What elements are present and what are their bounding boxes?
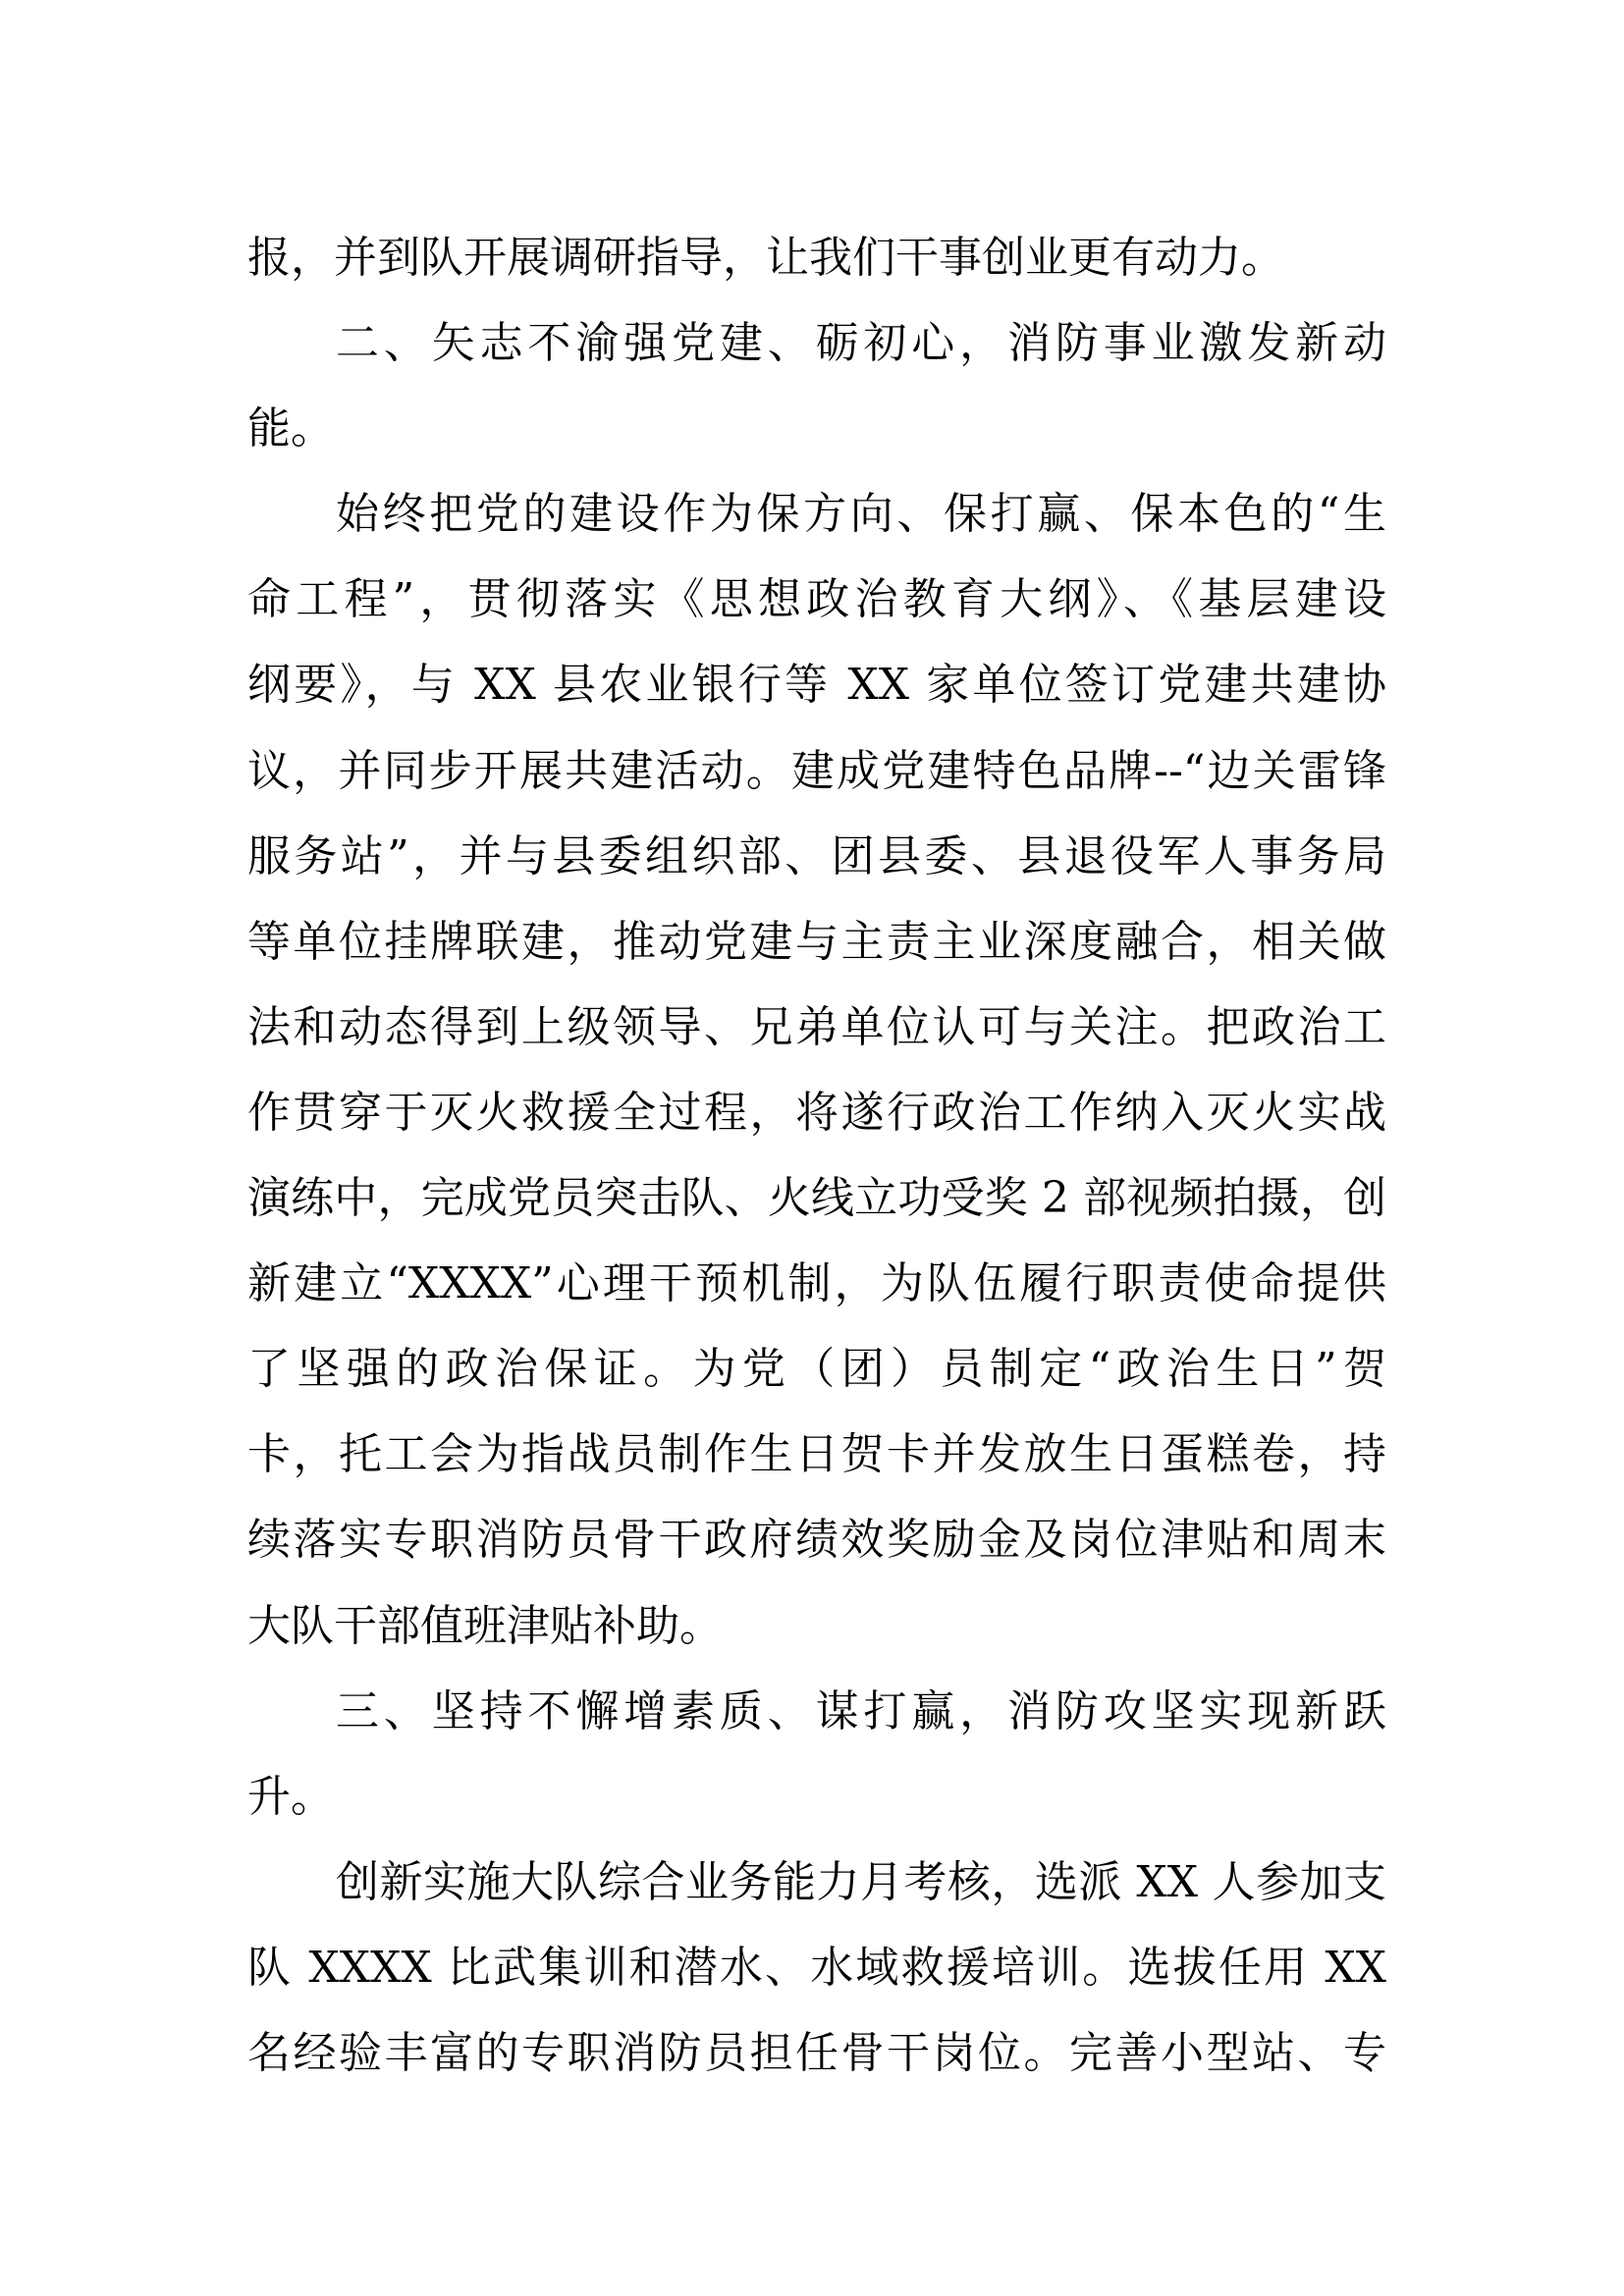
paragraph-first-line: 二、矢志不渝强党建、砺初心，消防事业激发新动	[336, 318, 1386, 369]
text-line: 了坚强的政治保证。为党（团）员制定“政治生日”贺	[247, 1344, 1386, 1395]
paragraph-first-line: 三、坚持不懈增素质、谋打赢，消防攻坚实现新跃	[336, 1685, 1386, 1736]
text-line: 服务站”，并与县委组织部、团县委、县退役军人事务局	[247, 830, 1386, 881]
text-line: 新建立“XXXX”心理干预机制，为队伍履行职责使命提供	[247, 1258, 1386, 1309]
text-line: 命工程”，贯彻落实《思想政治教育大纲》、《基层建设	[247, 574, 1386, 625]
text-line: 大队干部值班津贴补助。	[247, 1600, 723, 1651]
text-line: 能。	[247, 403, 334, 454]
text-line: 升。	[247, 1771, 334, 1822]
text-line: 名经验丰富的专职消防员担任骨干岗位。完善小型站、专	[247, 2027, 1386, 2078]
text-line: 演练中，完成党员突击队、火线立功受奖 2 部视频拍摄，创	[247, 1173, 1386, 1224]
text-line: 纲要》，与 XX 县农业银行等 XX 家单位签订党建共建协	[247, 660, 1386, 711]
text-line: 续落实专职消防员骨干政府绩效奖励金及岗位津贴和周末	[247, 1515, 1386, 1566]
document-page	[247, 215, 1386, 2096]
text-line: 议，并同步开展共建活动。建成党建特色品牌--“边关雷锋	[247, 745, 1386, 796]
text-line: 卡，托工会为指战员制作生日贺卡并发放生日蛋糕卷，持	[247, 1429, 1386, 1480]
text-line: 法和动态得到上级领导、兄弟单位认可与关注。把政治工	[247, 1001, 1386, 1052]
text-line: 报，并到队开展调研指导，让我们干事创业更有动力。	[247, 233, 1284, 283]
text-line: 作贯穿于灭火救援全过程，将遂行政治工作纳入灭火实战	[247, 1087, 1386, 1138]
text-line: 等单位挂牌联建，推动党建与主责主业深度融合，相关做	[247, 916, 1386, 967]
text-line: 队 XXXX 比武集训和潜水、水域救援培训。选拔任用 XX	[247, 1942, 1386, 1993]
paragraph-first-line: 创新实施大队综合业务能力月考核，选派 XX 人参加支	[336, 1856, 1386, 1907]
paragraph-first-line: 始终把党的建设作为保方向、保打赢、保本色的“生	[336, 489, 1386, 540]
